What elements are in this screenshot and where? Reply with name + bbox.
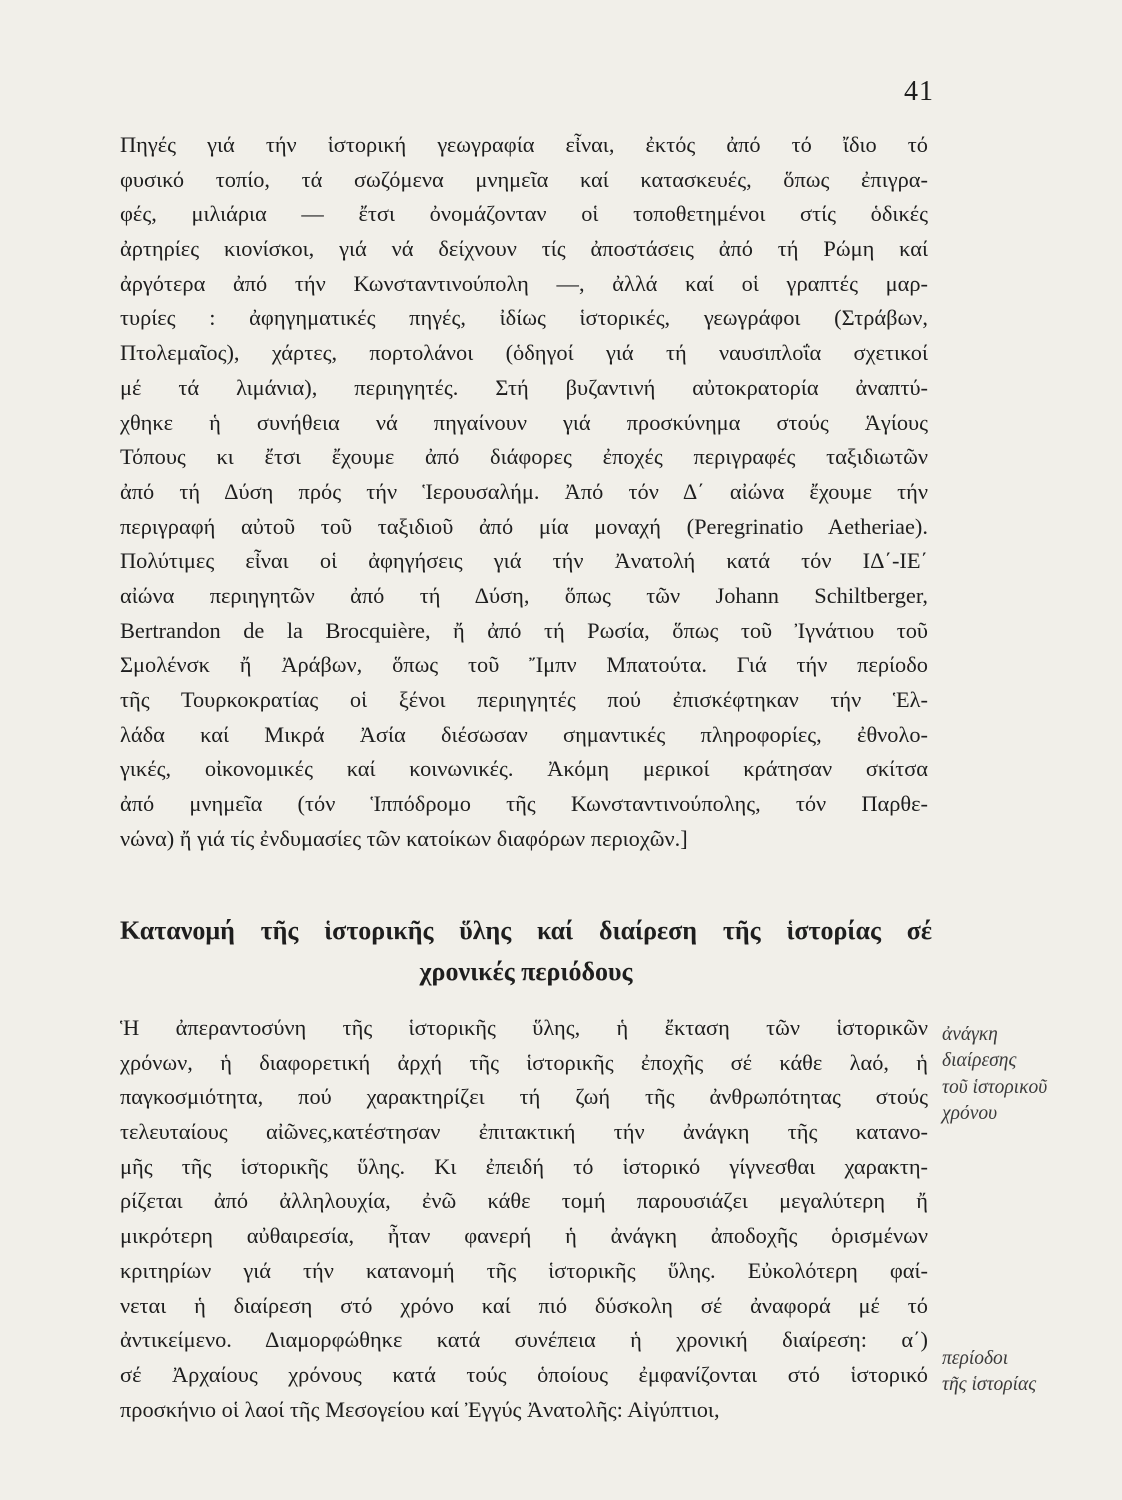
text-line: φυσικό τοπίο, τά σωζόμενα μνημεῖα καί κατασκευές, ὅπως ἐπιγρα-	[120, 166, 928, 192]
heading-line: Κατανομή τῆς ἱστορικῆς ὕλης καί διαίρεση τῆς ἱστορίας σέ	[120, 916, 932, 945]
text-line: Τόπους κι ἔτσι ἔχουμε ἀπό διάφορες ἐποχές περιγραφές ταξιδιωτῶν	[120, 444, 928, 470]
margin-note-line: ἀνάγκη	[942, 1024, 998, 1045]
text-line: ἀργότερα ἀπό τήν Κωνσταντινούπολη —, ἀλλά καί οἱ γραπτές μαρ-	[120, 270, 928, 296]
text-line: νεται ἡ διαίρεση στό χρόνο καί πιό δύσκολη σέ ἀναφορά μέ τό	[120, 1292, 928, 1318]
text-line: Πτολεμαῖος), χάρτες, πορτολάνοι (ὁδηγοί γιά τή ναυσιπλοΐα σχετικοί	[120, 340, 928, 366]
text-line: σέ Ἀρχαίους χρόνους κατά τούς ὁποίους ἐμφανίζονται στό ἱστορικό	[120, 1361, 928, 1387]
text-line: Πηγές γιά τήν ἱστορική γεωγραφία εἶναι, ἐκτός ἀπό τό ἴδιο τό	[120, 132, 928, 157]
text-line: λάδα καί Μικρά Ἀσία διέσωσαν σημαντικές πληροφορίες, ἐθνολο-	[120, 721, 928, 747]
text-line: ἀπό μνημεῖα (τόν Ἱππόδρομο τῆς Κωνσταντινούπολης, τόν Παρθε-	[120, 791, 928, 817]
heading-line: χρονικές περιόδους	[419, 957, 633, 986]
margin-note-line: περίοδοι	[942, 1348, 1009, 1369]
text-line: παγκοσμιότητα, πού χαρακτηρίζει τή ζωή τῆς ἀνθρωπότητας στούς	[120, 1084, 928, 1110]
margin-note-line: τοῦ ἱστορικοῦ	[942, 1076, 1048, 1098]
text-line: χρόνων, ἡ διαφορετική ἀρχή τῆς ἱστορικῆς ἐποχῆς σέ κάθε λαό, ἡ	[120, 1049, 928, 1075]
margin-note-time-division	[942, 1022, 1112, 1127]
text-line: ἀρτηρίες κιονίσκοι, γιά νά δείχνουν τίς ἀποστάσεις ἀπό τή Ρώμη καί	[120, 236, 928, 262]
text-line: ἀπό τή Δύση πρός τήν Ἱερουσαλήμ. Ἀπό τόν Δ΄ αἰώνα ἔχουμε τήν	[120, 478, 928, 504]
text-line: Πολύτιμες εἶναι οἱ ἀφηγήσεις γιά τήν Ἀνατολή κατά τόν ΙΔ΄-ΙΕ΄	[120, 548, 928, 574]
text-line: φές, μιλιάρια — ἔτσι ὀνομάζονταν οἱ τοποθετημένοι στίς ὁδικές	[120, 201, 928, 227]
text-line: περιγραφή αὐτοῦ τοῦ ταξιδιοῦ ἀπό μία μοναχή (Peregrinatio Aetheriae).	[120, 513, 928, 539]
margin-note-line: διαίρεσης	[942, 1050, 1017, 1072]
text-line: προσκήνιο οἱ λαοί τῆς Μεσογείου καί Ἐγγύς Ἀνατολῆς: Αἰγύπτιοι,	[120, 1396, 720, 1422]
paragraph-sources	[120, 128, 928, 856]
text-line: τελευταίους αἰῶνες,κατέστησαν ἐπιτακτική τήν ἀνάγκη τῆς κατανο-	[120, 1119, 928, 1145]
text-line: Ἡ ἀπεραντοσύνη τῆς ἱστορικῆς ὕλης, ἡ ἔκταση τῶν ἱστορικῶν	[120, 1015, 928, 1040]
margin-note-line: χρόνου	[942, 1102, 998, 1124]
text-line: κριτηρίων γιά τήν κατανομή τῆς ἱστορικῆς ὕλης. Εὐκολότερη φαί-	[120, 1257, 928, 1283]
text-line: χθηκε ἡ συνήθεια νά πηγαίνουν γιά προσκύνημα στούς Ἁγίους	[120, 409, 928, 435]
margin-note-line: τῆς ἱστορίας	[942, 1374, 1037, 1396]
section-heading	[120, 910, 932, 992]
text-line: Σμολένσκ ἤ Ἀράβων, ὅπως τοῦ Ἴμπν Μπατούτα. Γιά τήν περίοδο	[120, 652, 928, 678]
margin-note-periods	[942, 1346, 1112, 1399]
text-line: ἀντικείμενο. Διαμορφώθηκε κατά συνέπεια ἡ χρονική διαίρεση: α΄)	[120, 1327, 928, 1353]
text-line: τῆς Τουρκοκρατίας οἱ ξένοι περιηγητές πού ἐπισκέφτηκαν τήν Ἑλ-	[120, 687, 928, 712]
text-line: Bertrandon de la Brocquière, ἤ ἀπό τή Ρωσία, ὅπως τοῦ Ἰγνάτιου τοῦ	[120, 617, 928, 643]
paragraph-periodization	[120, 1011, 928, 1427]
text-line: ρίζεται ἀπό ἀλληλουχία, ἐνῶ κάθε τομή παρουσιάζει μεγαλύτερη ἤ	[120, 1188, 928, 1214]
page-number: 41	[904, 76, 934, 107]
text-line: μῆς τῆς ἱστορικῆς ὕλης. Κι ἐπειδή τό ἱστορικό γίγνεσθαι χαρακτη-	[120, 1153, 928, 1179]
text-line: μικρότερη αὐθαιρεσία, ἦταν φανερή ἡ ἀνάγκη ἀποδοχῆς ὁρισμένων	[120, 1223, 928, 1249]
text-line: νώνα) ἤ γιά τίς ἐνδυμασίες τῶν κατοίκων διαφόρων περιοχῶν.]	[120, 825, 688, 851]
text-line: αἰώνα περιηγητῶν ἀπό τή Δύση, ὅπως τῶν Johann Schiltberger,	[120, 582, 928, 608]
text-line: μέ τά λιμάνια), περιηγητές. Στή βυζαντινή αὐτοκρατορία ἀναπτύ-	[120, 374, 928, 400]
text-line: γικές, οἰκονομικές καί κοινωνικές. Ἀκόμη μερικοί κράτησαν σκίτσα	[120, 756, 928, 782]
text-line: τυρίες : ἀφηγηματικές πηγές, ἰδίως ἱστορικές, γεωγράφοι (Στράβων,	[120, 305, 928, 331]
